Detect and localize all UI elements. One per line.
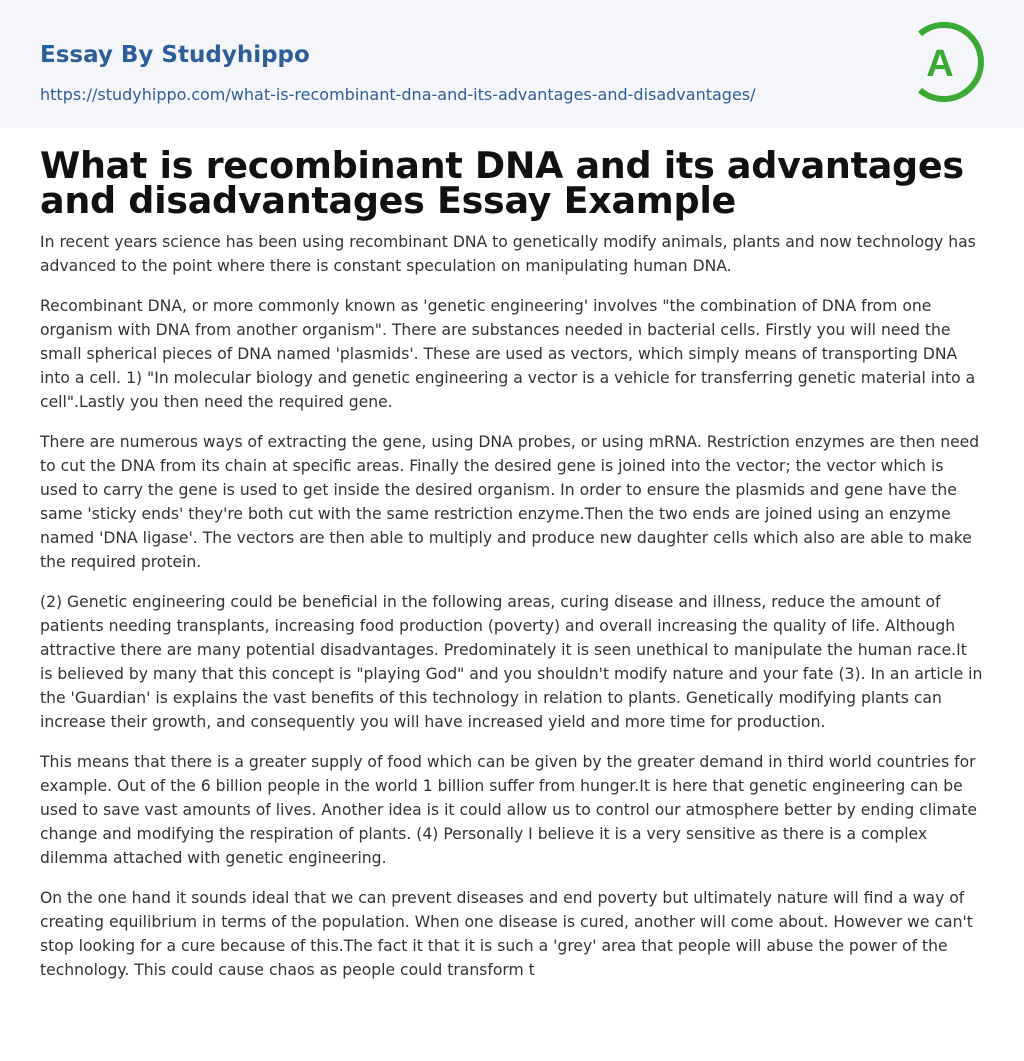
essay-paragraph: There are numerous ways of extracting the gene, using DNA probes, or using mRNA. Restriction enzymes are then need to cut the DNA from its chain at specific areas. Finally the desired gene is joined into the vector; the vector which is used to carry the gene is used to get inside the desired organism. In order to ensure the plasmids and gene have the same 'sticky ends' they're both cut with the same restriction enzyme.Then the two ends are joined using an enzyme named 'DNA ligase'. The vectors are then able to multiply and produce new daughter cells which also are able to make the required protein. [40,433,980,571]
source-url-link[interactable]: https://studyhippo.com/what-is-recombinant-dna-and-its-advantages-and-disadvantages/ [40,85,756,104]
essay-paragraph: In recent years science has been using recombinant DNA to genetically modify animals, plants and now technology has advanced to the point where there is constant speculation on manipulating human DNA. [40,233,976,275]
essay-title: What is recombinant DNA and its advantages and disadvantages Essay Example [40,144,964,222]
essay-paragraph: On the one hand it sounds ideal that we can prevent diseases and end poverty but ultimately nature will find a way of creating equilibrium in terms of the population. When one disease is cured, another will come about. However we can't stop looking for a cure because of this.The fact it that it is such a 'grey' area that people will abuse the power of the technology. This could cause chaos as people could transform t [40,889,973,979]
essay-paragraph: Recombinant DNA, or more commonly known as 'genetic engineering' involves "the combination of DNA from one organism with DNA from another organism". There are substances needed in bacterial cells. Firstly you will need the small spherical pieces of DNA named 'plasmids'. These are used as vectors, which simply means of transporting DNA into a cell. 1) "In molecular biology and genetic engineering a vector is a vehicle for transferring genetic material into a cell".Lastly you then need the required gene. [40,297,976,411]
article-body [0,144,1024,982]
studyhippo-logo-icon[interactable] [912,19,986,105]
page-header [0,0,1024,128]
site-brand[interactable]: Essay By Studyhippo [40,42,310,68]
essay-paragraph: This means that there is a greater supply of food which can be given by the greater demand in third world countries for example. Out of the 6 billion people in the world 1 billion suffer from hunger.It is here that genetic engineering can be used to save vast amounts of lives. Another idea is it could allow us to control our atmosphere better by ending climate change and modifying the respiration of plants. (4) Personally I believe it is a very sensitive as there is a complex dilemma attached with genetic engineering. [40,753,977,867]
essay-paragraph: (2) Genetic engineering could be beneficial in the following areas, curing disease and illness, reduce the amount of patients needing transplants, increasing food production (poverty) and overall increasing the quality of life. Although attractive there are many potential disadvantages. Predominately it is seen unethical to manipulate the human race.It is believed by many that this concept is "playing God" and you shouldn't modify nature and your fate (3). In an article in the 'Guardian' is explains the vast benefits of this technology in relation to plants. Genetically modifying plants can increase their growth, and consequently you will have increased yield and more time for production. [40,593,983,731]
logo-letter: A [926,43,954,85]
